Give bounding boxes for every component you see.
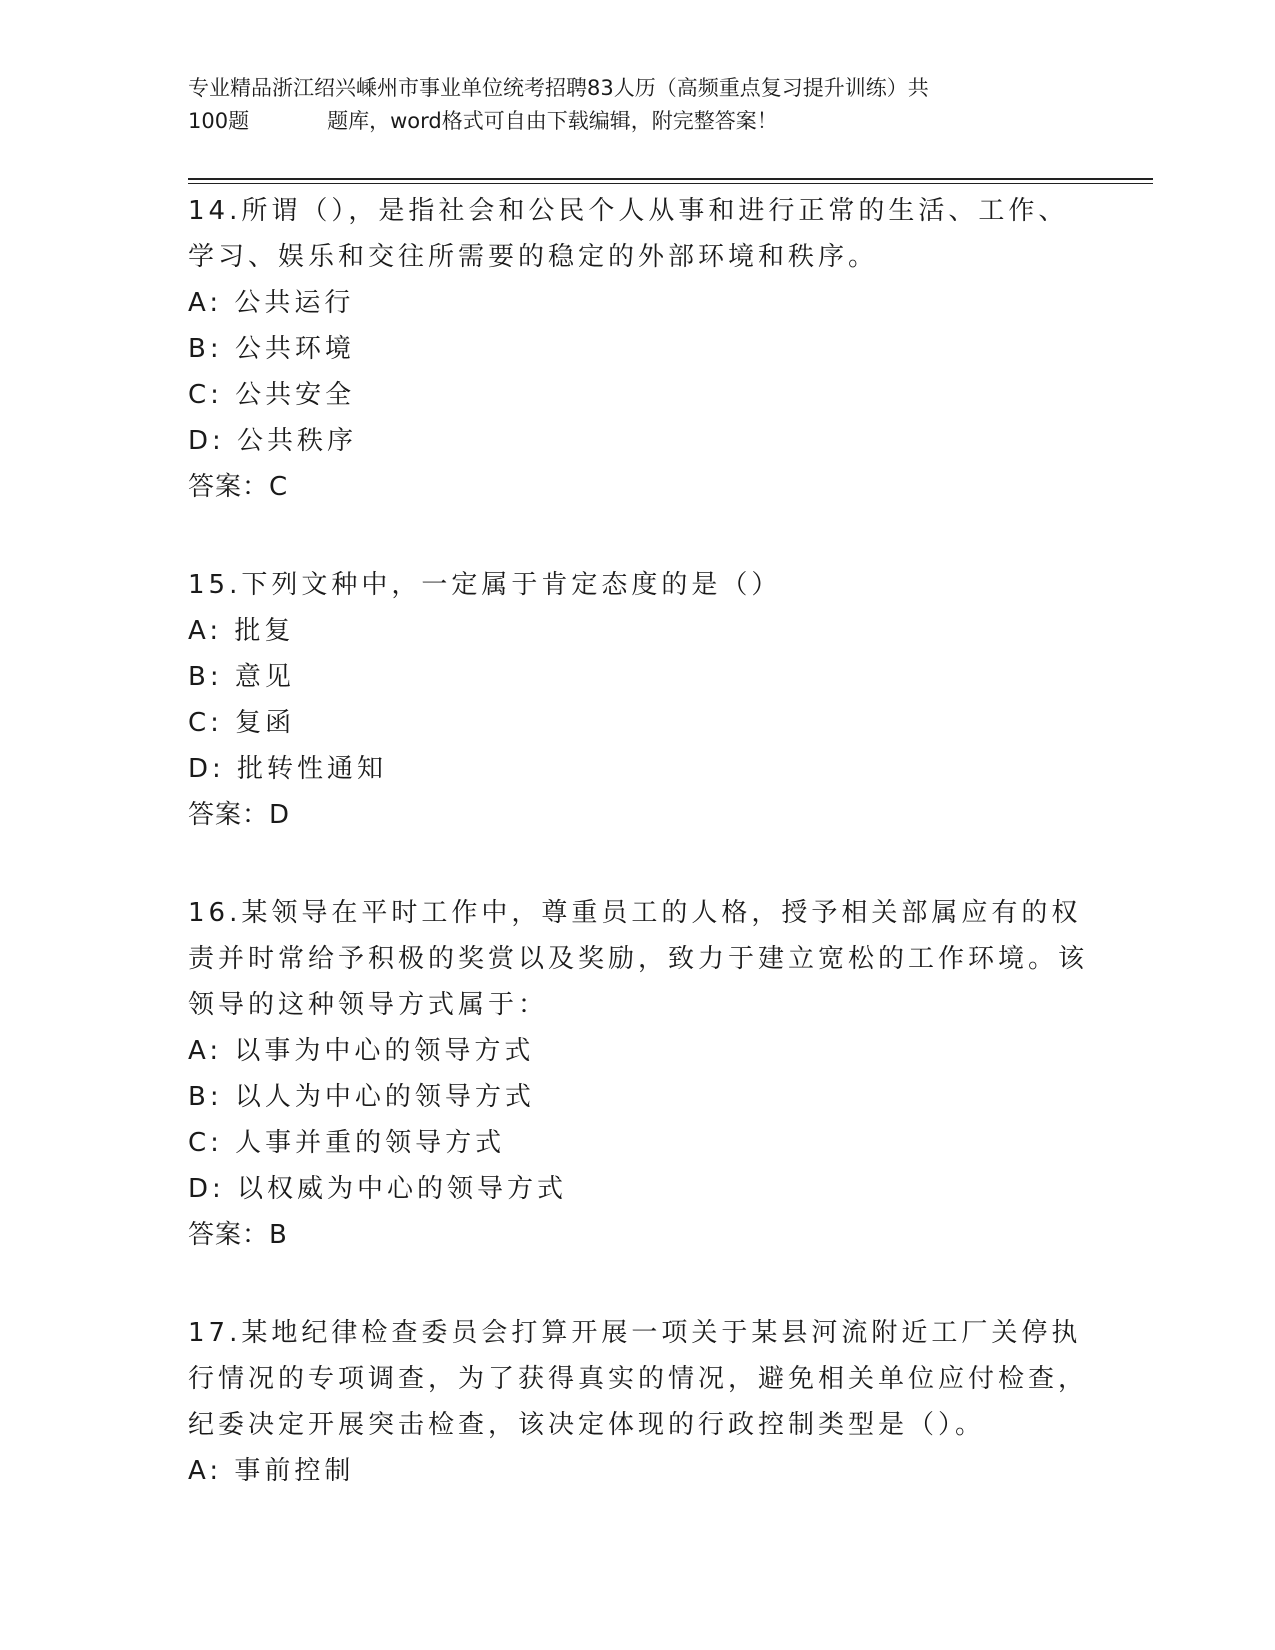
option-c: C: 复函 bbox=[188, 708, 296, 738]
header-divider-thick bbox=[188, 178, 1153, 180]
option-a: A: 公共运行 bbox=[188, 288, 355, 318]
option-b: B: 以人为中心的领导方式 bbox=[188, 1082, 535, 1112]
question-17 bbox=[188, 1310, 1088, 1494]
option-a: A: 以事为中心的领导方式 bbox=[188, 1036, 535, 1066]
header-divider-thin bbox=[188, 183, 1153, 184]
question-16 bbox=[188, 890, 1088, 1258]
answer-line: 答案：B bbox=[188, 1220, 288, 1250]
question-text: 14.所谓（），是指社会和公民个人从事和进行正常的生活、工作、学习、娱乐和交往所需要的稳定的外部环境和秩序。 bbox=[188, 196, 1069, 272]
header-subtitle-line bbox=[188, 105, 1088, 138]
header-question-count: 100题 bbox=[188, 109, 250, 133]
document-header bbox=[188, 72, 1088, 138]
question-text: 17.某地纪律检查委员会打算开展一项关于某县河流附近工厂关停执行情况的专项调查，为了获得真实的情况，避免相关单位应付检查，纪委决定开展突击检查，该决定体现的行政控制类型是（）。 bbox=[188, 1318, 1089, 1440]
option-b: B: 公共环境 bbox=[188, 334, 355, 364]
question-15 bbox=[188, 562, 1088, 838]
option-d: D: 以权威为中心的领导方式 bbox=[188, 1174, 568, 1204]
option-b: B: 意见 bbox=[188, 662, 295, 692]
question-text: 16.某领导在平时工作中，尊重员工的人格，授予相关部属应有的权责并时常给予积极的奖赏以及奖励，致力于建立宽松的工作环境。该领导的这种领导方式属于： bbox=[188, 898, 1089, 1020]
question-text: 15.下列文种中，一定属于肯定态度的是（） bbox=[188, 570, 782, 600]
option-a: A: 批复 bbox=[188, 616, 295, 646]
option-c: C: 人事并重的领导方式 bbox=[188, 1128, 506, 1158]
header-title-line: 专业精品浙江绍兴嵊州市事业单位统考招聘83人历（高频重点复习提升训练）共 bbox=[188, 76, 929, 100]
question-14 bbox=[188, 188, 1088, 510]
option-d: D: 批转性通知 bbox=[188, 754, 388, 784]
answer-line: 答案：D bbox=[188, 800, 291, 830]
option-c: C: 公共安全 bbox=[188, 380, 356, 410]
option-d: D: 公共秩序 bbox=[188, 426, 358, 456]
header-description: 题库，word格式可自由下载编辑，附完整答案！ bbox=[327, 109, 778, 133]
answer-line: 答案：C bbox=[188, 472, 289, 502]
option-a: A: 事前控制 bbox=[188, 1456, 355, 1486]
question-list bbox=[188, 188, 1088, 1546]
